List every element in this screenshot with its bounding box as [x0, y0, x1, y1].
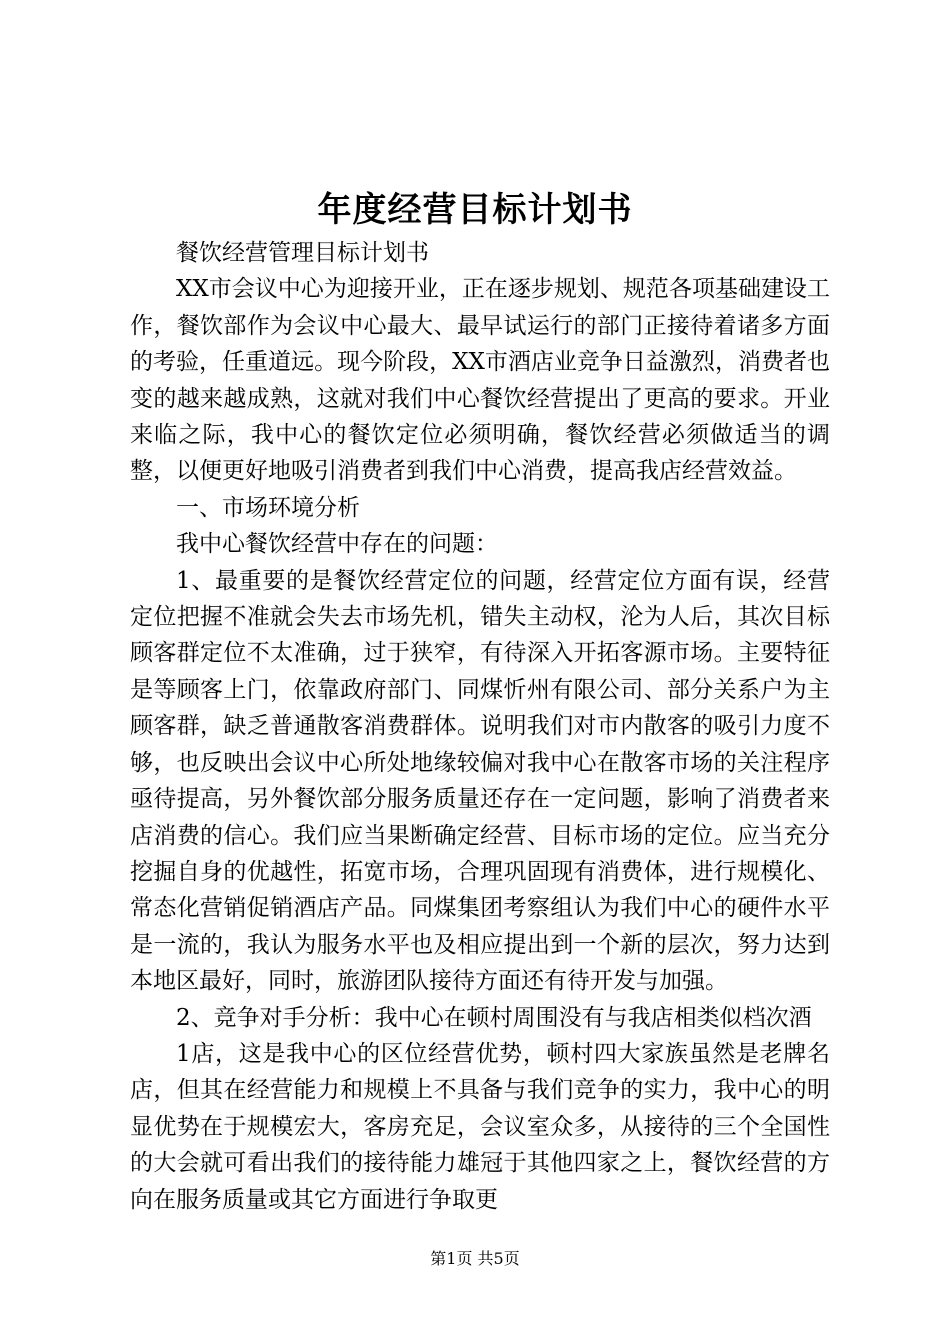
paragraph-subtitle: 餐饮经营管理目标计划书 — [176, 240, 429, 266]
paragraph-problems-lead: 我中心餐饮经营中存在的问题： — [176, 531, 498, 558]
section-heading-market-analysis: 一、市场环境分析 — [176, 494, 360, 521]
page-footer: 第1页 共5页 — [430, 1249, 520, 1268]
document-title: 年度经营目标计划书 — [317, 190, 633, 230]
paragraph-competitor-analysis: 2、竞争对手分析：我中心在顿村周围没有与我店相类似档次酒 — [176, 1004, 812, 1031]
paragraph-location-advantage: 1店，这是我中心的区位经营优势，顿村四大家族虽然是老牌名店，但其在经营能力和规模上不具备与我们竞争的实力，我中心的明显优势在于规模宏大，客房充足，会议室众多，从接待的三个全国性的大会就可看出我们的接待能力雄冠于其他四家之上，餐饮经营的方向在服务质量或其它方面进行争取更 — [130, 1040, 830, 1213]
paragraph-intro: XX市会议中心为迎接开业，正在逐步规划、规范各项基础建设工作，餐饮部作为会议中心最大、最早试运行的部门正接待着诸多方面的考验，任重道远。现今阶段，XX市酒店业竞争日益激烈，消费者也变的越来越成熟，这就对我们中心餐饮经营提出了更高的要求。开业来临之际，我中心的餐饮定位必须明确，餐饮经营必须做适当的调整，以便更好地吸引消费者到我们中心消费，提高我店经营效益。 — [130, 276, 830, 485]
paragraph-problem-1: 1、最重要的是餐饮经营定位的问题，经营定位方面有误，经营定位把握不准就会失去市场先机，错失主动权，沦为人后，其次目标顾客群定位不太准确，过于狭窄，有待深入开拓客源市场。主要特征是等顾客上门，依靠政府部门、同煤忻州有限公司、部分关系户为主顾客群，缺乏普通散客消费群体。说明我们对市内散客的吸引力度不够，也反映出会议中心所处地缘较偏对我中心在散客市场的关注程序亟待提高，另外餐饮部分服务质量还存在一定问题，影响了消费者来店消费的信心。我们应当果断确定经营、目标市场的定位。应当充分挖掘自身的优越性，拓宽市场，合理巩固现有消费体，进行规模化、常态化营销促销酒店产品。同煤集团考察组认为我们中心的硬件水平是一流的，我认为服务水平也及相应提出到一个新的层次，努力达到本地区最好，同时，旅游团队接待方面还有待开发与加强。 — [130, 567, 830, 995]
document-body — [130, 235, 830, 1218]
